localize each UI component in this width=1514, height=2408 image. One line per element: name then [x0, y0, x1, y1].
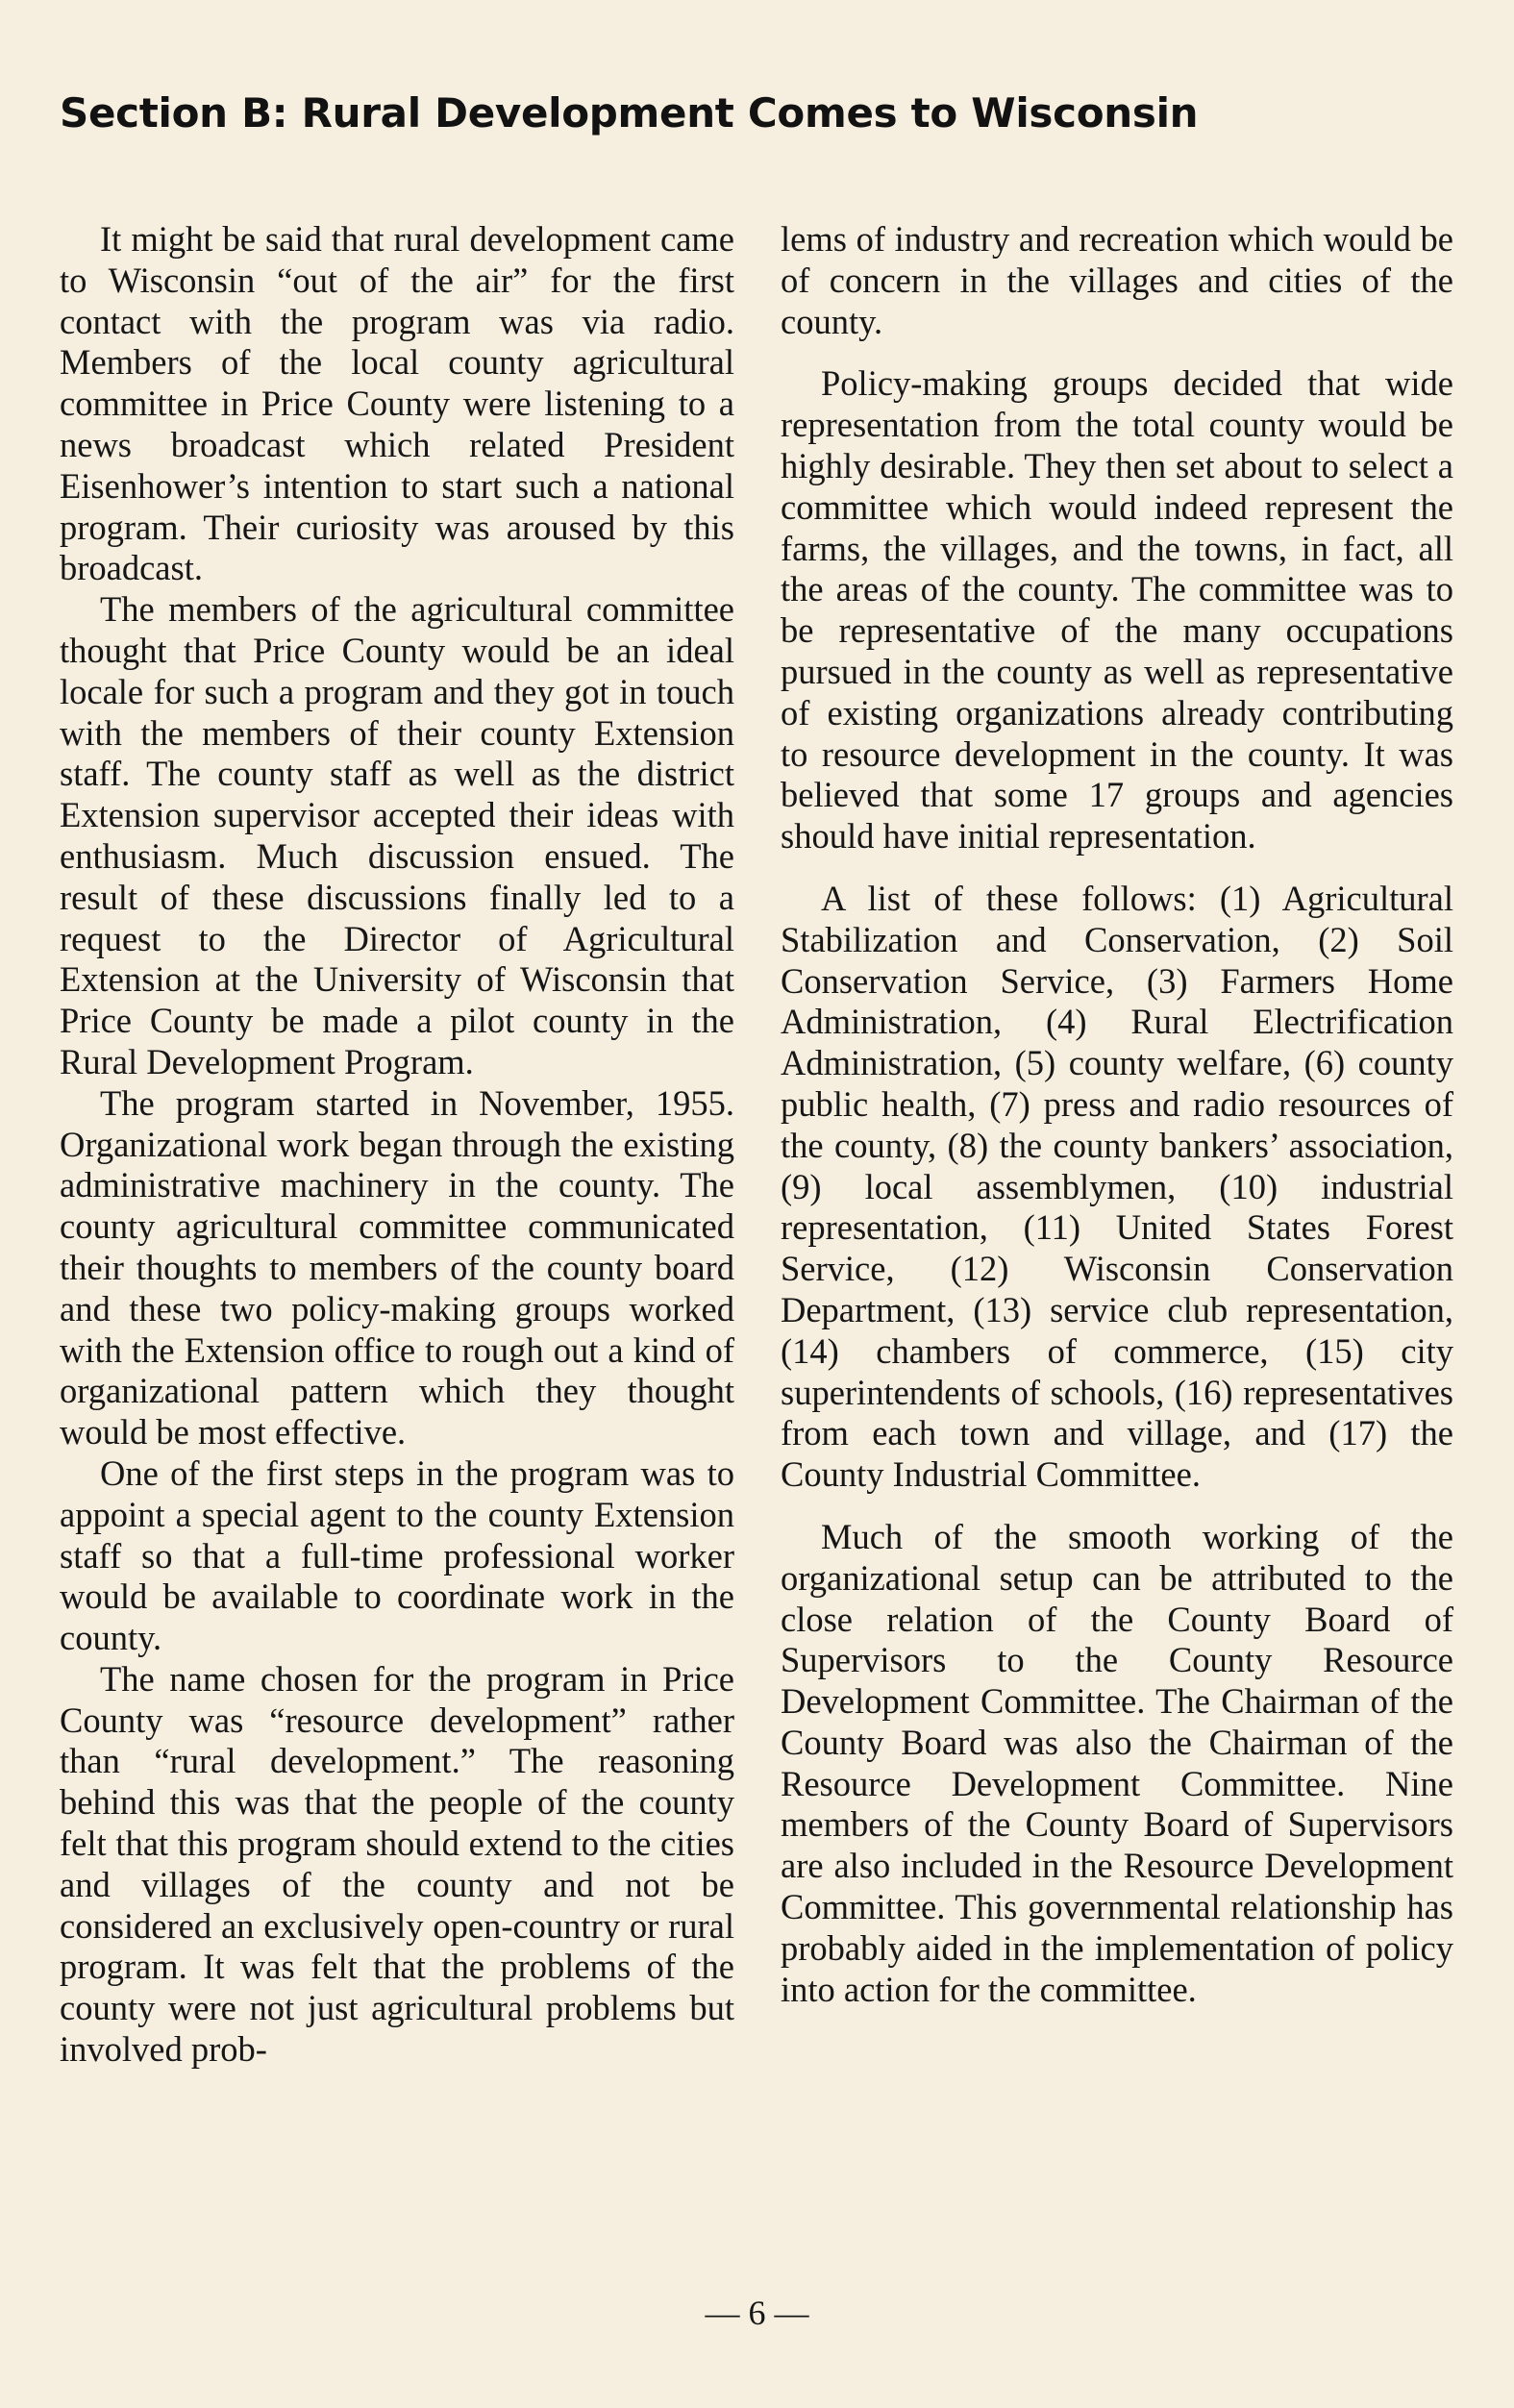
paragraph: Policy-making groups decided that wide representation from the total county would be highly desirable. They then set about to select a committee which would indeed represent the farms, the villages, and the towns, in fact, all the areas of the county. The committee was to be representative of the many occupations pursued in the county as well as representative of existing organizations already contributing to resource development in the county. It was believed that some 17 groups and agencies should have initial representation.	[781, 363, 1453, 856]
section-heading: Section B: Rural Development Comes to Wisconsin	[60, 89, 1199, 137]
paragraph-continuation: lems of industry and recreation which would be of concern in the villages and cities of the county.	[781, 219, 1453, 341]
right-column	[781, 219, 1453, 2010]
paragraph: The members of the agricultural committee thought that Price County would be an ideal locale for such a program and they got in touch with the members of their county Extension staff. The county staff as well as the district Extension supervisor accepted their ideas with enthusiasm. Much discussion ensued. The result of these discussions finally led to a request to the Director of Agricultural Extension at the University of Wisconsin that Price County be made a pilot county in the Rural Development Program.	[60, 589, 734, 1081]
paragraph: The name chosen for the program in Price County was “resource development” rather than “rural development.” The reasoning behind this was that the people of the county felt that this program should extend to the cities and villages of the county and not be considered an exclusively open-country or rural program. It was felt that the problems of the county were not just agricultural problems but involved prob-	[60, 1658, 734, 2070]
left-column	[60, 219, 734, 2071]
page-number: — 6 —	[705, 2294, 809, 2332]
paragraph: A list of these follows: (1) Agricultural Stabilization and Conservation, (2) Soil Conservation Service, (3) Farmers Home Administration, (4) Rural Electrification Administration, (5) county welfare, (6) county public health, (7) press and radio resources of the county, (8) the county bankers’ association, (9) local assemblymen, (10) industrial representation, (11) United States Forest Service, (12) Wisconsin Conservation Department, (13) service club representation, (14) chambers of commerce, (15) city superintendents of schools, (16) representatives from each town and village, and (17) the County Industrial Committee.	[781, 878, 1453, 1495]
paragraph: One of the first steps in the program was to appoint a special agent to the county Extension staff so that a full-time professional worker would be available to coordinate work in the county.	[60, 1452, 734, 1658]
paragraph: The program started in November, 1955. Organizational work began through the existing administrative machinery in the county. The county agricultural committee communicated their thoughts to members of the county board and these two policy-making groups worked with the Extension office to rough out a kind of organizational pattern which they thought would be most effective.	[60, 1082, 734, 1452]
paragraph: Much of the smooth working of the organizational setup can be attributed to the close relation of the County Board of Supervisors to the County Resource Development Committee. The Chairman of the County Board was also the Chairman of the Resource Development Committee. Nine members of the County Board of Supervisors are also included in the Resource Development Committee. This governmental relationship has probably aided in the implementation of policy into action for the committee.	[781, 1516, 1453, 2009]
paragraph: It might be said that rural development came to Wisconsin “out of the air” for the first contact with the program was via radio. Members of the local county agricultural committee in Price County were listening to a news broadcast which related President Eisenhower’s intention to start such a national program. Their curiosity was aroused by this broadcast.	[60, 219, 734, 588]
